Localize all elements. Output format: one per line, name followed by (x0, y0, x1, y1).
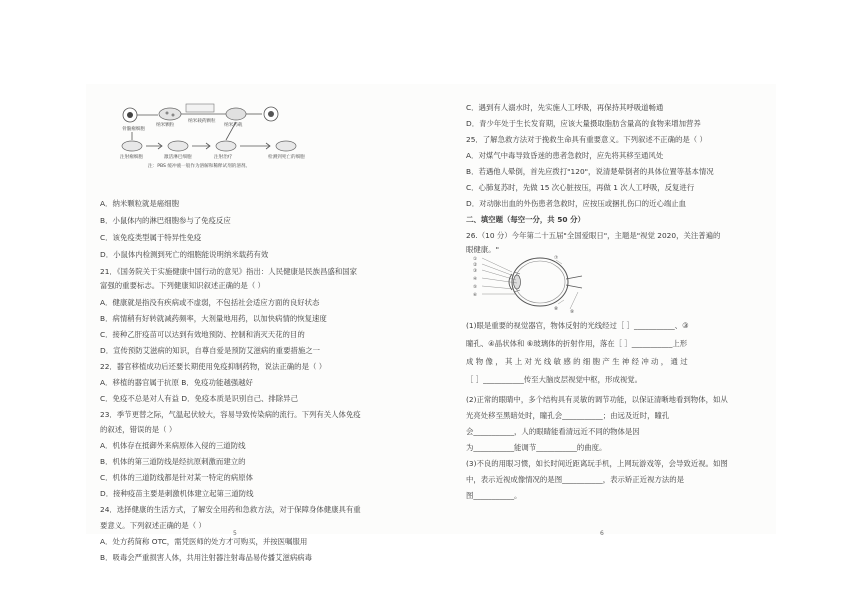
question-line: 眼健康。" (466, 245, 499, 254)
fill-in-line: 为___________能调节___________的曲度。 (466, 443, 607, 452)
option-line: A．纳米颗粒就是癌细胞 (100, 199, 179, 208)
option-line: A．处方药简称 OTC，需凭医师的处方才可购买，并按医嘱服用 (100, 537, 308, 546)
question-line: 21．《国务院关于实施健康中国行动的意见》指出：人民健康是民族昌盛和国家 (100, 267, 357, 276)
eye-label: ⑦ (554, 256, 559, 261)
option-line: C．心肺复苏时，先做 15 次心脏按压，再做 1 次人工呼吸，反复进行 (466, 183, 695, 192)
figure-step-label: 检测到死亡的细胞 (268, 155, 305, 160)
question-line: 富强的重要标志。下列健康知识叙述正确的是（ ） (100, 281, 265, 290)
question-line: 26.（10 分）今年第二十五届"全国爱眼日"，主题是"视觉 2020，关注普遍的 (466, 231, 721, 240)
question-line: 22．器官移植成功后还要长期使用免疫抑制药物，说法正确的是（ ） (100, 362, 327, 371)
eye-label: ① (473, 257, 478, 262)
question-line: 25．了解急救方法对于挽救生命具有重要意义。下列叙述不正确的是（ ） (466, 135, 707, 144)
page-number-left: 5 (233, 530, 237, 537)
eye-label: ② (473, 263, 478, 268)
eye-label: ⑤ (473, 285, 478, 290)
option-line: B．若遇他人晕倒，首先应拨打"120"，说清楚晕倒者的具体位置等基本情况 (466, 167, 714, 176)
fill-in-line: 图___________。 (466, 491, 522, 500)
option-line: C．接种乙肝疫苗可以达到有效地预防、控制和消灭天花的目的 (100, 330, 305, 339)
fill-in-line: (2)正常的眼睛中，多个结构具有灵敏的调节功能，以保证清晰地看到物体，如从 (466, 395, 728, 404)
question-line: 24．选择健康的生活方式，了解安全用药和急救方法，对于保障身体健康具有重 (100, 505, 361, 514)
option-line: D．接种疫苗主要是刺激机体建立起第三道防线 (100, 489, 254, 498)
figure-step-label: 注射瘤细胞 (120, 155, 143, 160)
fill-in-line: 中，表示近视成像情况的是图___________，表示矫正近视方法的是 (466, 475, 685, 484)
eye-label: ⑧ (554, 307, 559, 312)
fill-in-line: 会___________，人的眼睛能看清远近不同的物体是因 (466, 427, 640, 436)
option-line: A．移植的器官属于抗原 B．免疫功能越强越好 (100, 378, 253, 387)
option-line: D．小鼠体内检测到死亡的细胞能说明纳米载药有效 (100, 250, 269, 259)
option-line: C．遇到有人溺水时，先实施人工呼吸，再保持其呼吸道畅通 (466, 103, 664, 112)
figure-cell-label: 纳米载药颗粒 (188, 119, 216, 124)
option-line: B．吸毒会严重损害人体，共用注射器注射毒品易传播艾滋病病毒 (100, 553, 313, 562)
figure-cell-label: 纳米药载 (224, 123, 243, 128)
figure-step-label: 激活淋巴细胞 (164, 155, 192, 160)
figure-cell-label: 骨髓瘤细胞 (122, 127, 145, 132)
option-line: C．该免疫类型属于特异性免疫 (100, 233, 202, 242)
section-heading: 二、填空题（每空一分，共 50 分） (466, 215, 585, 224)
fill-in-line: ［ ］___________传至大脑皮层视觉中枢，形成视觉。 (466, 375, 643, 384)
option-line: C．免疫不总是对人有益 D．免疫本质是识别自己、排除异己 (100, 394, 298, 403)
fill-in-line: 瞳孔、④晶状体和 ⑥玻璃体的折射作用，落在［ ］___________上形 (466, 339, 688, 348)
option-line: D．青少年处于生长发育期，应该大量摄取脂肪含量高的食物来增加营养 (466, 119, 701, 128)
fill-in-line: (1)眼是重要的视觉器官，物体反射的光线经过［ ］___________、③ (466, 321, 689, 330)
option-line: A．健康就是指没有疾病或不虚弱，不包括社会适应方面的良好状态 (100, 298, 320, 307)
eye-label: ⑥ (473, 293, 478, 298)
option-line: D．对动脉出血的外伤患者急救时，应按压或捆扎伤口的近心端止血 (466, 199, 687, 208)
eye-label: ⑨ (570, 310, 575, 314)
exam-sheet (86, 84, 776, 562)
question-line: 的叙述，错误的是（ ） (100, 425, 177, 434)
option-line: A．机体存在抵御外来病原体入侵的三道防线 (100, 441, 246, 450)
figure-step-label: 注射治疗 (214, 155, 233, 160)
figure-cell-label: 纳米颗粒 (156, 123, 175, 128)
question-line: 要意义。下列叙述正确的是（ ） (100, 521, 206, 530)
fill-in-line: 光亮处移至黑暗处时，瞳孔会___________；由远及近时，瞳孔 (466, 411, 670, 420)
page-number-right: 6 (600, 530, 604, 537)
option-line: B．机体的第三道防线是经抗原刺激而建立的 (100, 457, 246, 466)
eye-label: ③ (473, 269, 478, 274)
eye-label: ④ (473, 277, 478, 282)
nanoparticle-experiment-figure (118, 102, 326, 170)
option-line: B．病情稍有好转就减药频率，大剂量地用药，以加快病情的恢复速度 (100, 314, 327, 323)
question-line: 23．季节更替之际，气温起伏较大，容易导致传染病的流行。下列有关人体免疫 (100, 410, 361, 419)
eye-structure-diagram (470, 252, 590, 314)
option-line: B．小鼠体内的淋巴细胞参与了免疫反应 (100, 216, 231, 225)
option-line: D．宣传预防艾滋病的知识，自尊自爱是预防艾滋病的重要措施之一 (100, 346, 321, 355)
option-line: A．对煤气中毒导致昏迷的患者急救时，应先将其移至通风处 (466, 151, 664, 160)
fill-in-line: 成 物 像 ， 其 上 对 光 线 敏 感 的 细 胞 产 生 神 经 冲 动 ， 通 过 (466, 357, 688, 366)
fill-in-line: (3)不良的用眼习惯，如长时间近距离玩手机，上网玩游戏等，会导致近视。如图 (466, 459, 728, 468)
option-line: C．机体的三道防线都是针对某一特定的病原体 (100, 473, 253, 482)
figure-note: 注：PBS 缓冲液一般作为溶解和稀释试剂的溶剂。 (148, 164, 251, 169)
